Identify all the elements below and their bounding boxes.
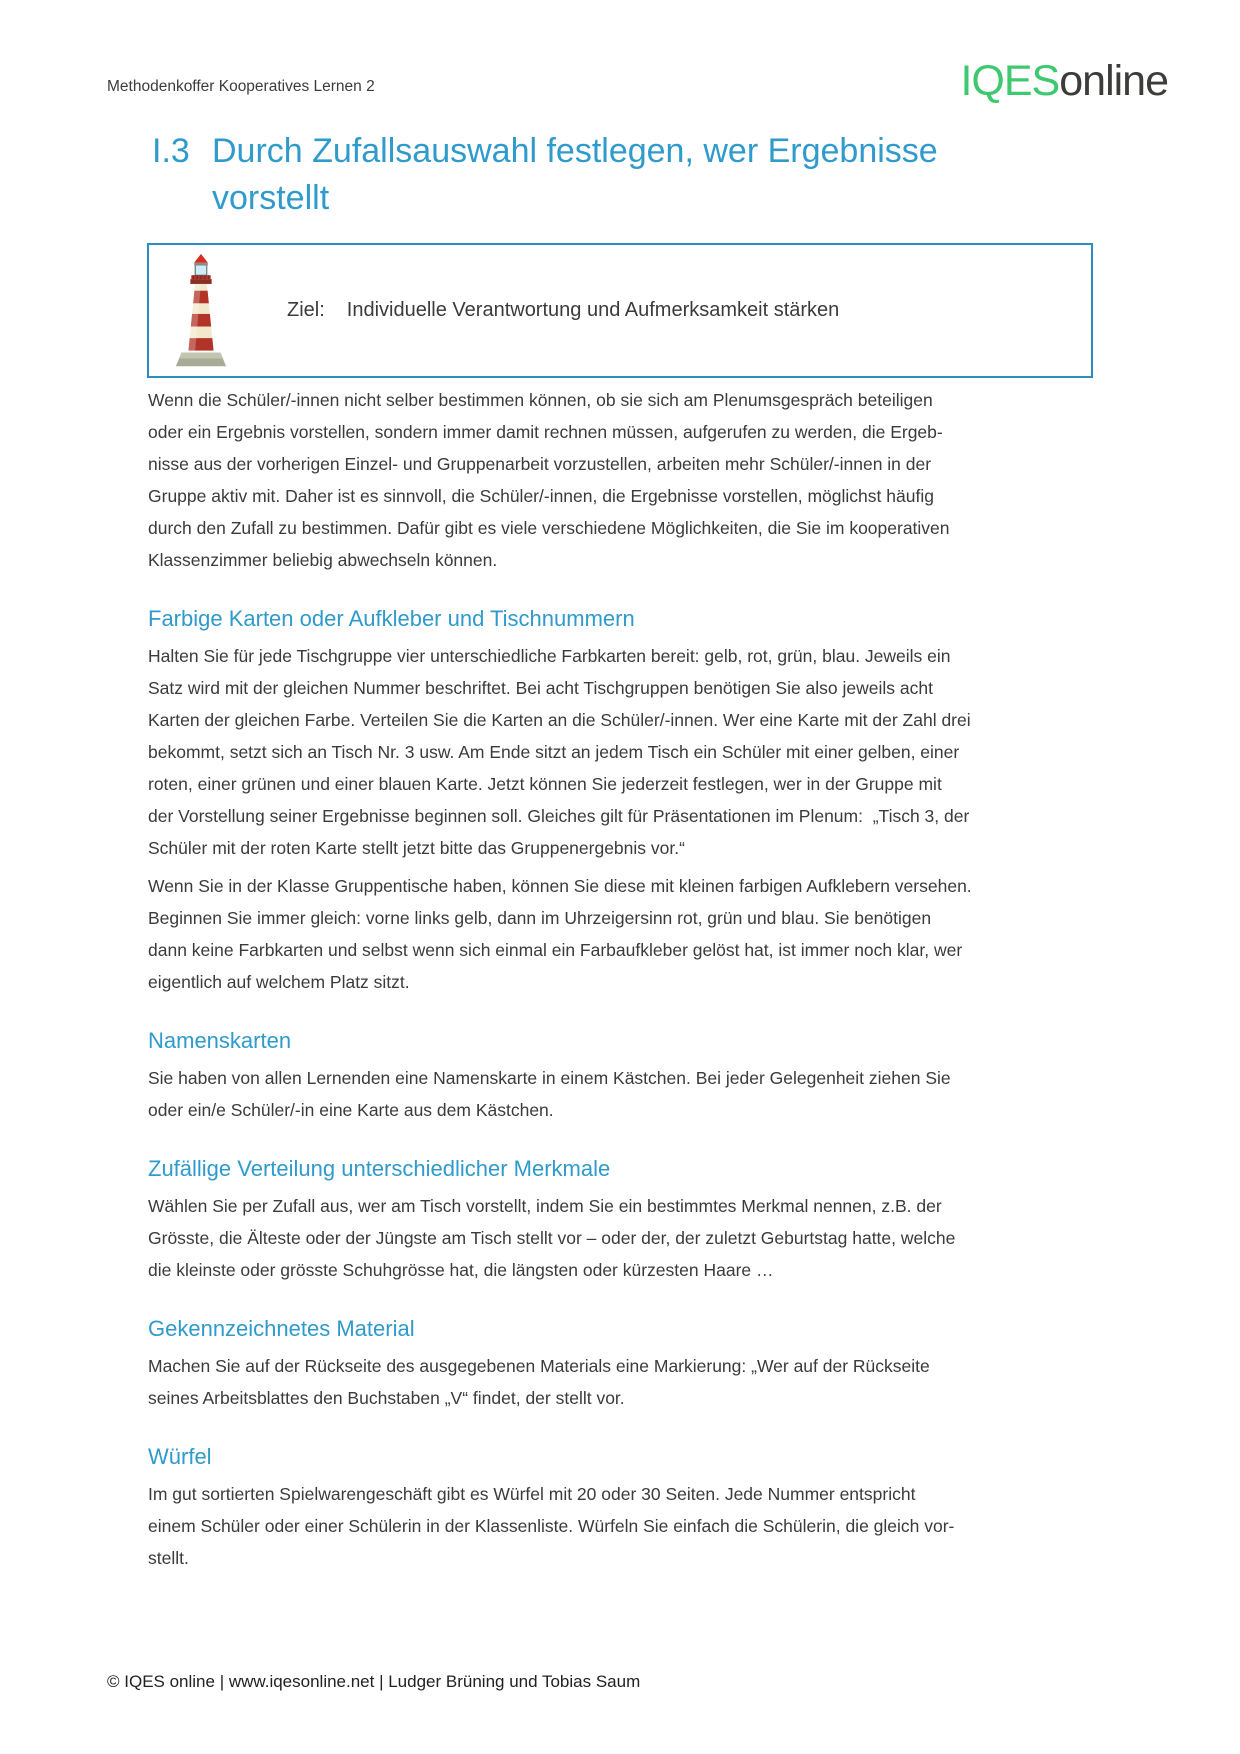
text-line: Sie haben von allen Lernenden eine Namenskarte in einem Kästchen. Bei jeder Gelegenheit ziehen Sie	[148, 1068, 951, 1088]
text-line: Karten der gleichen Farbe. Verteilen Sie die Karten an die Schüler/-innen. Wer eine Karte mit der Zahl drei	[148, 710, 971, 730]
text-line: Satz wird mit der gleichen Nummer beschriftet. Bei acht Tischgruppen benötigen Sie also jeweils acht	[148, 678, 933, 698]
goal-label: Ziel:	[287, 299, 325, 321]
logo-text-online: online	[1059, 57, 1168, 105]
section-heading: Namenskarten	[148, 1028, 292, 1053]
text-line: nisse aus der vorherigen Einzel- und Gruppenarbeit vorzustellen, arbeiten mehr Schüler/-innen in der	[148, 454, 932, 474]
logo-text-iqes: IQES	[960, 57, 1060, 105]
section-body	[148, 1350, 1095, 1414]
paragraph	[148, 1350, 1095, 1414]
paragraph	[148, 640, 1095, 864]
section-body	[148, 1478, 1095, 1574]
section	[148, 604, 1095, 998]
section-heading: Zufällige Verteilung unterschiedlicher Merkmale	[148, 1156, 611, 1181]
text-line: roten, einer grünen und einer blauen Karte. Jetzt können Sie jederzeit festlegen, wer in der Gruppe mit	[148, 774, 942, 794]
text-line: Grösste, die Älteste oder der Jüngste am Tisch stellt vor – oder der, der zuletzt Geburtstag hatte, welche	[148, 1228, 956, 1248]
section	[148, 1026, 1095, 1126]
text-line: stellt.	[148, 1548, 189, 1568]
paragraph	[148, 870, 1095, 998]
running-head: Methodenkoffer Kooperatives Lernen 2	[107, 78, 375, 95]
lighthouse-icon	[170, 252, 232, 372]
section	[148, 1442, 1095, 1574]
section-heading: Gekennzeichnetes Material	[148, 1316, 415, 1341]
section-body	[148, 1062, 1095, 1126]
text-line: eigentlich auf welchem Platz sitzt.	[148, 972, 410, 992]
text-line: Im gut sortierten Spielwarengeschäft gibt es Würfel mit 20 oder 30 Seiten. Jede Nummer entspricht	[148, 1484, 916, 1504]
text-line: Wenn Sie in der Klasse Gruppentische haben, können Sie diese mit kleinen farbigen Aufklebern versehen.	[148, 876, 972, 896]
text-line: Klassenzimmer beliebig abwechseln können.	[148, 550, 498, 570]
text-line: Halten Sie für jede Tischgruppe vier unterschiedliche Farbkarten bereit: gelb, rot, grün, blau. Jeweils ein	[148, 646, 951, 666]
section-heading: Würfel	[148, 1444, 212, 1469]
goal-box	[147, 243, 1093, 378]
text-line: einem Schüler oder einer Schülerin in der Klassenliste. Würfeln Sie einfach die Schülerin, die gleich vor-	[148, 1516, 955, 1536]
sections-container	[148, 604, 1095, 1574]
text-line: Schüler mit der roten Karte stellt jetzt bitte das Gruppenergebnis vor.“	[148, 838, 685, 858]
section	[148, 1314, 1095, 1414]
section-body	[148, 1190, 1095, 1286]
content-area	[148, 384, 1095, 1580]
iqes-online-logo	[960, 57, 1168, 105]
text-line: durch den Zufall zu bestimmen. Dafür gibt es viele verschiedene Möglichkeiten, die Sie im kooperativen	[148, 518, 950, 538]
text-line: Wählen Sie per Zufall aus, wer am Tisch vorstellt, indem Sie ein bestimmtes Merkmal nennen, z.B. der	[148, 1196, 942, 1216]
text-line: seines Arbeitsblattes den Buchstaben „V“ findet, der stellt vor.	[148, 1388, 625, 1408]
section-body	[148, 640, 1095, 998]
text-line: oder ein/e Schüler/-in eine Karte aus dem Kästchen.	[148, 1100, 554, 1120]
goal-row	[287, 245, 839, 376]
page-title-text: Durch Zufallsauswahl festlegen, wer Ergebnisse vorstellt	[212, 132, 938, 217]
page-title-number: I.3	[152, 132, 190, 170]
text-line: oder ein Ergebnis vorstellen, sondern immer damit rechnen müssen, aufgerufen zu werden, die Ergeb-	[148, 422, 943, 442]
text-line: Machen Sie auf der Rückseite des ausgegebenen Materials eine Markierung: „Wer auf der Rückseite	[148, 1356, 930, 1376]
text-line: dann keine Farbkarten und selbst wenn sich einmal ein Farbaufkleber gelöst hat, ist immer noch klar, wer	[148, 940, 963, 960]
text-line: Gruppe aktiv mit. Daher ist es sinnvoll, die Schüler/-innen, die Ergebnisse vorstellen, möglichst häufig	[148, 486, 934, 506]
paragraph	[148, 1190, 1095, 1286]
section	[148, 1154, 1095, 1286]
text-line: Beginnen Sie immer gleich: vorne links gelb, dann im Uhrzeigersinn rot, grün und blau. Sie benötigen	[148, 908, 932, 928]
intro-paragraph	[148, 384, 1095, 576]
text-line: Wenn die Schüler/-innen nicht selber bestimmen können, ob sie sich am Plenumsgespräch beteiligen	[148, 390, 933, 410]
page-title	[152, 128, 972, 222]
goal-text: Individuelle Verantwortung und Aufmerksamkeit stärken	[346, 299, 840, 321]
section-heading: Farbige Karten oder Aufkleber und Tischnummern	[148, 606, 635, 631]
text-line: die kleinste oder grösste Schuhgrösse hat, die längsten oder kürzesten Haare …	[148, 1260, 774, 1280]
text-line: der Vorstellung seiner Ergebnisse beginnen soll. Gleiches gilt für Präsentationen im Plenum: „Tisch 3, der	[148, 806, 970, 826]
text-line: bekommt, setzt sich an Tisch Nr. 3 usw. Am Ende sitzt an jedem Tisch ein Schüler mit einer gelben, einer	[148, 742, 960, 762]
paragraph	[148, 1478, 1095, 1574]
footer-credit: © IQES online | www.iqesonline.net | Ludger Brüning und Tobias Saum	[107, 1672, 641, 1691]
paragraph	[148, 1062, 1095, 1126]
